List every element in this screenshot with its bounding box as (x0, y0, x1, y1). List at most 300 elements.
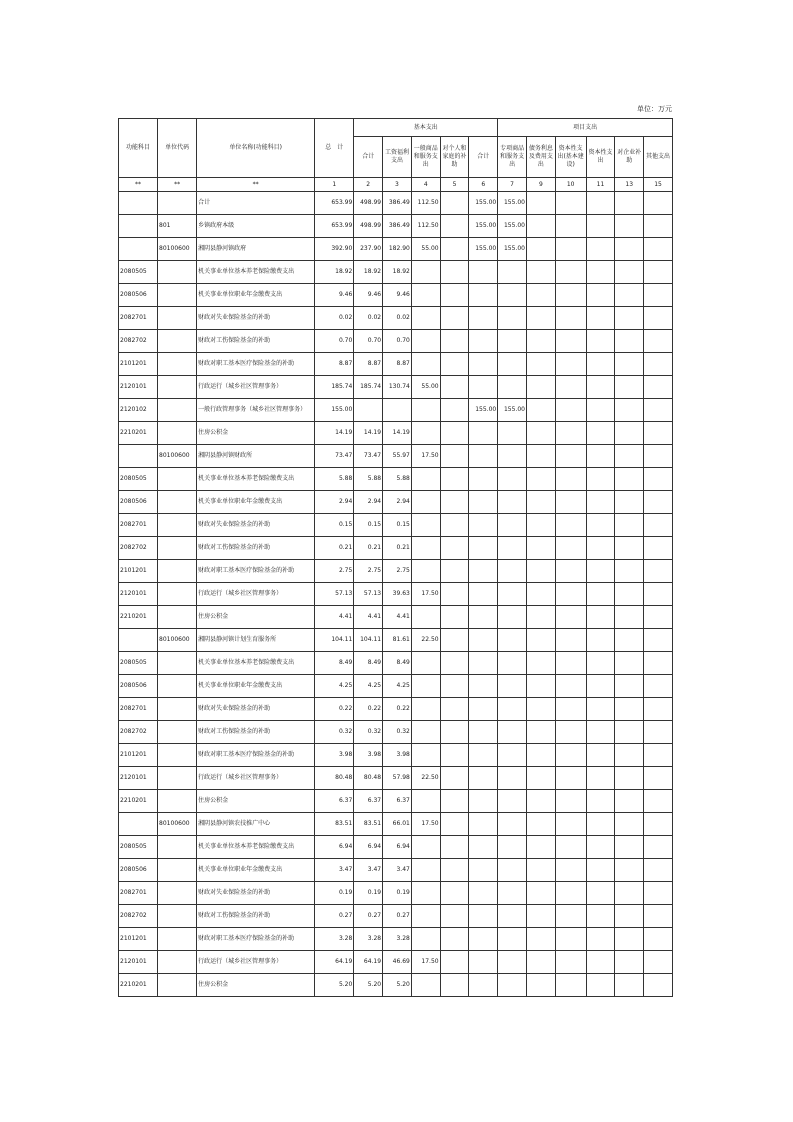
value-cell: 0.32 (315, 721, 354, 744)
value-cell (526, 560, 555, 583)
value-cell (555, 537, 586, 560)
value-cell (555, 284, 586, 307)
value-cell (586, 629, 615, 652)
value-cell (555, 422, 586, 445)
value-cell: 386.49 (383, 192, 412, 215)
header-project-col: 其他支出 (644, 137, 673, 178)
value-cell (411, 468, 440, 491)
index-cell: 6 (469, 178, 498, 192)
value-cell: 112.50 (411, 192, 440, 215)
unit-code-cell (158, 652, 197, 675)
value-cell (498, 330, 527, 353)
value-cell (644, 445, 673, 468)
value-cell (411, 537, 440, 560)
table-row (119, 583, 673, 606)
header-unit-code: 单位代码 (158, 119, 197, 178)
value-cell: 498.99 (354, 192, 383, 215)
unit-code-cell (158, 422, 197, 445)
unit-name-cell: 机关事业单位职业年金缴费支出 (197, 675, 315, 698)
value-cell: 64.19 (354, 951, 383, 974)
value-cell: 17.50 (411, 951, 440, 974)
func-code-cell: 2101201 (119, 560, 158, 583)
table-row (119, 376, 673, 399)
value-cell (615, 882, 644, 905)
value-cell (469, 905, 498, 928)
value-cell (411, 790, 440, 813)
func-code-cell: 2082701 (119, 698, 158, 721)
value-cell: 155.00 (469, 192, 498, 215)
value-cell (615, 698, 644, 721)
table-row (119, 721, 673, 744)
value-cell: 155.00 (498, 399, 527, 422)
value-cell: 653.99 (315, 192, 354, 215)
func-code-cell: 2210201 (119, 606, 158, 629)
table-row (119, 928, 673, 951)
value-cell: 155.00 (498, 215, 527, 238)
value-cell (526, 859, 555, 882)
unit-code-cell (158, 698, 197, 721)
value-cell: 46.69 (383, 951, 412, 974)
value-cell (526, 238, 555, 261)
value-cell (644, 560, 673, 583)
value-cell (615, 606, 644, 629)
value-cell (526, 422, 555, 445)
value-cell: 0.70 (383, 330, 412, 353)
value-cell: 14.19 (383, 422, 412, 445)
value-cell (586, 284, 615, 307)
unit-code-cell: 80100600 (158, 238, 197, 261)
func-code-cell: 2082701 (119, 307, 158, 330)
value-cell (469, 445, 498, 468)
func-code-cell: 2120101 (119, 951, 158, 974)
value-cell (615, 238, 644, 261)
value-cell (411, 675, 440, 698)
value-cell: 0.19 (354, 882, 383, 905)
unit-code-cell (158, 836, 197, 859)
value-cell (526, 215, 555, 238)
value-cell: 0.22 (383, 698, 412, 721)
value-cell (644, 721, 673, 744)
func-code-cell: 2080506 (119, 859, 158, 882)
value-cell: 0.70 (315, 330, 354, 353)
value-cell (586, 560, 615, 583)
table-row (119, 261, 673, 284)
table-row (119, 629, 673, 652)
value-cell (469, 560, 498, 583)
value-cell: 17.50 (411, 445, 440, 468)
value-cell (644, 399, 673, 422)
value-cell (644, 629, 673, 652)
header-project-col: 合计 (469, 137, 498, 178)
func-code-cell: 2080505 (119, 836, 158, 859)
value-cell (555, 376, 586, 399)
unit-name-cell: 住房公积金 (197, 974, 315, 997)
unit-name-cell: 机关事业单位职业年金缴费支出 (197, 859, 315, 882)
value-cell (644, 468, 673, 491)
value-cell (440, 744, 469, 767)
table-row (119, 606, 673, 629)
value-cell: 64.19 (315, 951, 354, 974)
value-cell: 3.47 (354, 859, 383, 882)
value-cell (440, 790, 469, 813)
value-cell: 9.46 (383, 284, 412, 307)
value-cell (586, 376, 615, 399)
value-cell (440, 905, 469, 928)
value-cell (498, 744, 527, 767)
value-cell (644, 261, 673, 284)
value-cell (440, 721, 469, 744)
value-cell (644, 951, 673, 974)
value-cell (498, 836, 527, 859)
header-project: 项目支出 (498, 119, 673, 137)
value-cell (498, 353, 527, 376)
func-code-cell: 2082701 (119, 882, 158, 905)
value-cell: 237.90 (354, 238, 383, 261)
value-cell: 0.02 (383, 307, 412, 330)
value-cell: 0.02 (354, 307, 383, 330)
value-cell (644, 284, 673, 307)
value-cell: 0.27 (354, 905, 383, 928)
table-row (119, 422, 673, 445)
value-cell: 73.47 (354, 445, 383, 468)
value-cell (526, 261, 555, 284)
header-project-col: 资本性支出(基本建设) (555, 137, 586, 178)
value-cell (586, 951, 615, 974)
value-cell: 4.25 (315, 675, 354, 698)
value-cell (615, 836, 644, 859)
value-cell: 0.27 (383, 905, 412, 928)
value-cell (555, 445, 586, 468)
value-cell (440, 652, 469, 675)
value-cell (644, 606, 673, 629)
unit-code-cell (158, 560, 197, 583)
value-cell: 155.00 (498, 238, 527, 261)
value-cell (469, 813, 498, 836)
value-cell: 57.98 (383, 767, 412, 790)
value-cell (440, 238, 469, 261)
unit-name-cell: 行政运行（城乡社区管理事务） (197, 583, 315, 606)
value-cell: 3.47 (315, 859, 354, 882)
value-cell: 5.88 (383, 468, 412, 491)
value-cell: 3.98 (383, 744, 412, 767)
value-cell (526, 698, 555, 721)
value-cell: 2.75 (315, 560, 354, 583)
table-row (119, 767, 673, 790)
value-cell: 17.50 (411, 813, 440, 836)
value-cell (586, 813, 615, 836)
unit-code-cell (158, 675, 197, 698)
value-cell (498, 422, 527, 445)
value-cell (440, 836, 469, 859)
func-code-cell: 2080505 (119, 468, 158, 491)
value-cell (615, 514, 644, 537)
value-cell: 155.00 (469, 238, 498, 261)
index-cell: ** (158, 178, 197, 192)
value-cell (440, 698, 469, 721)
value-cell (411, 491, 440, 514)
value-cell: 6.37 (354, 790, 383, 813)
value-cell (644, 698, 673, 721)
value-cell (469, 652, 498, 675)
func-code-cell: 2082702 (119, 330, 158, 353)
unit-code-cell (158, 859, 197, 882)
table-row (119, 445, 673, 468)
value-cell (586, 514, 615, 537)
unit-code-cell (158, 330, 197, 353)
table-row (119, 192, 673, 215)
unit-code-cell (158, 261, 197, 284)
func-code-cell: 2080506 (119, 675, 158, 698)
value-cell (555, 215, 586, 238)
value-cell (498, 445, 527, 468)
value-cell: 0.19 (383, 882, 412, 905)
value-cell (615, 261, 644, 284)
header-func-code: 功能科目 (119, 119, 158, 178)
value-cell: 0.02 (315, 307, 354, 330)
unit-name-cell: 一般行政管理事务（城乡社区管理事务） (197, 399, 315, 422)
value-cell (586, 353, 615, 376)
value-cell: 0.21 (383, 537, 412, 560)
value-cell: 4.41 (354, 606, 383, 629)
value-cell (644, 491, 673, 514)
value-cell (555, 928, 586, 951)
value-cell: 2.75 (383, 560, 412, 583)
value-cell: 112.50 (411, 215, 440, 238)
value-cell (498, 284, 527, 307)
value-cell (526, 790, 555, 813)
value-cell (411, 399, 440, 422)
func-code-cell: 2101201 (119, 353, 158, 376)
value-cell (411, 698, 440, 721)
value-cell (644, 836, 673, 859)
index-cell: 5 (440, 178, 469, 192)
value-cell (469, 514, 498, 537)
value-cell (526, 951, 555, 974)
value-cell (644, 514, 673, 537)
value-cell: 83.51 (354, 813, 383, 836)
value-cell (644, 330, 673, 353)
value-cell (440, 192, 469, 215)
value-cell (644, 583, 673, 606)
value-cell (411, 307, 440, 330)
value-cell (498, 307, 527, 330)
value-cell (411, 560, 440, 583)
value-cell (498, 790, 527, 813)
unit-code-cell (158, 284, 197, 307)
index-cell: 1 (315, 178, 354, 192)
value-cell: 3.47 (383, 859, 412, 882)
unit-code-cell (158, 583, 197, 606)
value-cell: 5.20 (354, 974, 383, 997)
value-cell: 73.47 (315, 445, 354, 468)
value-cell (555, 767, 586, 790)
value-cell: 8.49 (383, 652, 412, 675)
value-cell (586, 491, 615, 514)
value-cell (615, 491, 644, 514)
func-code-cell (119, 445, 158, 468)
value-cell (526, 813, 555, 836)
value-cell (615, 859, 644, 882)
value-cell: 9.46 (354, 284, 383, 307)
value-cell (498, 468, 527, 491)
unit-code-cell: 80100600 (158, 629, 197, 652)
value-cell (469, 583, 498, 606)
func-code-cell: 2120101 (119, 583, 158, 606)
value-cell (555, 836, 586, 859)
value-cell: 6.94 (383, 836, 412, 859)
value-cell (555, 790, 586, 813)
value-cell (469, 284, 498, 307)
value-cell: 185.74 (315, 376, 354, 399)
header-basic-col: 合计 (354, 137, 383, 178)
value-cell (469, 744, 498, 767)
value-cell (526, 767, 555, 790)
value-cell (469, 767, 498, 790)
unit-code-cell (158, 468, 197, 491)
value-cell (644, 353, 673, 376)
value-cell (586, 836, 615, 859)
value-cell: 3.98 (354, 744, 383, 767)
header-basic-col: 工资福利支出 (383, 137, 412, 178)
value-cell: 0.15 (354, 514, 383, 537)
value-cell (469, 675, 498, 698)
func-code-cell (119, 629, 158, 652)
value-cell (555, 399, 586, 422)
value-cell (555, 583, 586, 606)
func-code-cell: 2101201 (119, 928, 158, 951)
value-cell (469, 974, 498, 997)
value-cell (469, 353, 498, 376)
unit-name-cell: 乡镇政府本级 (197, 215, 315, 238)
value-cell (411, 744, 440, 767)
value-cell (586, 974, 615, 997)
table-row (119, 813, 673, 836)
table-row (119, 307, 673, 330)
func-code-cell: 2080505 (119, 261, 158, 284)
value-cell: 0.27 (315, 905, 354, 928)
value-cell (586, 698, 615, 721)
unit-name-cell: 湘阴县静河镇计划生育服务所 (197, 629, 315, 652)
value-cell (555, 882, 586, 905)
unit-code-cell (158, 974, 197, 997)
value-cell (644, 813, 673, 836)
value-cell (615, 928, 644, 951)
value-cell (615, 353, 644, 376)
value-cell (383, 399, 412, 422)
value-cell (644, 675, 673, 698)
func-code-cell: 2080506 (119, 491, 158, 514)
value-cell (440, 422, 469, 445)
value-cell (469, 376, 498, 399)
value-cell (555, 330, 586, 353)
unit-code-cell (158, 537, 197, 560)
value-cell (469, 951, 498, 974)
value-cell (411, 514, 440, 537)
value-cell (615, 307, 644, 330)
func-code-cell: 2080505 (119, 652, 158, 675)
value-cell (440, 215, 469, 238)
value-cell (555, 629, 586, 652)
value-cell: 66.01 (383, 813, 412, 836)
value-cell (498, 652, 527, 675)
unit-code-cell (158, 951, 197, 974)
table-body (119, 192, 673, 997)
value-cell (586, 422, 615, 445)
value-cell: 2.94 (315, 491, 354, 514)
value-cell (586, 606, 615, 629)
value-cell (526, 606, 555, 629)
value-cell: 0.19 (315, 882, 354, 905)
table-row (119, 399, 673, 422)
value-cell (586, 675, 615, 698)
value-cell (555, 951, 586, 974)
func-code-cell (119, 813, 158, 836)
value-cell (644, 652, 673, 675)
unit-code-cell (158, 514, 197, 537)
value-cell: 2.94 (383, 491, 412, 514)
value-cell (586, 744, 615, 767)
unit-name-cell: 湘阴县静河镇农技推广中心 (197, 813, 315, 836)
value-cell (586, 261, 615, 284)
value-cell (586, 307, 615, 330)
value-cell (555, 468, 586, 491)
unit-name-cell: 机关事业单位职业年金缴费支出 (197, 284, 315, 307)
unit-code-cell (158, 353, 197, 376)
value-cell (440, 468, 469, 491)
table-row (119, 859, 673, 882)
table-row (119, 974, 673, 997)
value-cell: 155.00 (469, 399, 498, 422)
value-cell (469, 537, 498, 560)
index-cell: 3 (383, 178, 412, 192)
value-cell (498, 974, 527, 997)
value-cell: 0.32 (354, 721, 383, 744)
value-cell: 155.00 (469, 215, 498, 238)
value-cell (615, 215, 644, 238)
value-cell (615, 560, 644, 583)
value-cell: 5.88 (315, 468, 354, 491)
value-cell (440, 284, 469, 307)
value-cell: 5.88 (354, 468, 383, 491)
unit-name-cell: 财政对职工基本医疗保险基金的补助 (197, 560, 315, 583)
value-cell (586, 790, 615, 813)
value-cell (586, 215, 615, 238)
func-code-cell: 2210201 (119, 790, 158, 813)
value-cell (615, 790, 644, 813)
value-cell (526, 905, 555, 928)
table-row (119, 675, 673, 698)
table-row (119, 215, 673, 238)
value-cell (586, 928, 615, 951)
value-cell (526, 721, 555, 744)
table-row (119, 491, 673, 514)
value-cell: 4.41 (315, 606, 354, 629)
index-cell: 10 (555, 178, 586, 192)
value-cell (498, 928, 527, 951)
value-cell (526, 882, 555, 905)
value-cell (644, 859, 673, 882)
value-cell (526, 537, 555, 560)
unit-code-cell (158, 744, 197, 767)
table-row (119, 284, 673, 307)
budget-table (118, 118, 673, 997)
value-cell (586, 330, 615, 353)
unit-name-cell: 机关事业单位基本养老保险缴费支出 (197, 261, 315, 284)
value-cell (498, 675, 527, 698)
value-cell: 14.19 (354, 422, 383, 445)
value-cell (526, 330, 555, 353)
value-cell (555, 192, 586, 215)
